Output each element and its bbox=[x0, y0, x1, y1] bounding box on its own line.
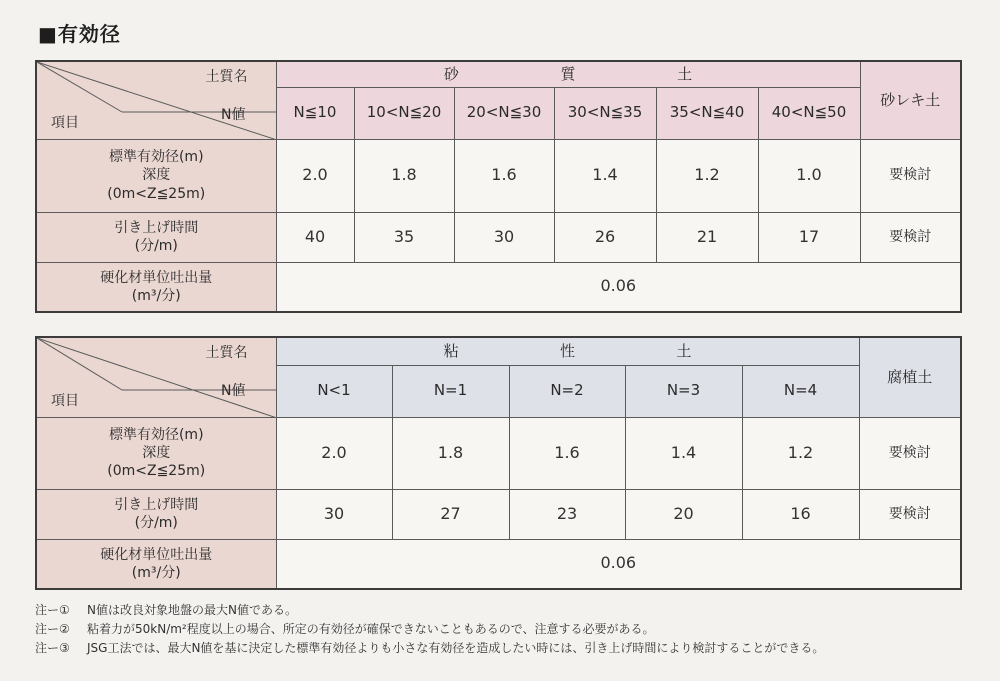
row-label-line: 標準有効径(m) bbox=[108, 149, 204, 166]
row-label-line: 標準有効径(m) bbox=[108, 426, 204, 443]
row-header-effective-diameter bbox=[36, 139, 276, 212]
column-header: N=2 bbox=[509, 365, 625, 417]
note-label: 注ー③ bbox=[35, 641, 70, 655]
column-header: 30<N≦35 bbox=[554, 87, 656, 139]
row-header-effective-diameter bbox=[36, 417, 276, 489]
column-header: N=4 bbox=[742, 365, 859, 417]
table-cell: 1.4 bbox=[625, 417, 742, 489]
table-cell-review: 要検討 bbox=[859, 417, 961, 489]
table-cell: 1.8 bbox=[392, 417, 509, 489]
table-cell: 20 bbox=[625, 489, 742, 539]
row-label-line: (m³/分) bbox=[131, 287, 181, 304]
note-item bbox=[35, 601, 824, 620]
group-char: 土 bbox=[677, 64, 693, 83]
table-cell: 1.6 bbox=[454, 139, 554, 212]
note-item bbox=[35, 620, 824, 639]
column-header: 10<N≦20 bbox=[354, 87, 454, 139]
column-header: 20<N≦30 bbox=[454, 87, 554, 139]
row-header-pullup-time bbox=[36, 212, 276, 262]
note-item bbox=[35, 639, 824, 658]
row-label-line: 硬化材単位吐出量 bbox=[100, 269, 213, 286]
clay-effective-diameter-table bbox=[35, 336, 962, 590]
row-label-line: 硬化材単位吐出量 bbox=[100, 546, 213, 563]
gravel-header: 砂レキ土 bbox=[860, 61, 961, 139]
notes bbox=[35, 601, 824, 658]
group-char: 性 bbox=[560, 341, 576, 360]
table-cell-review: 要検討 bbox=[860, 212, 961, 262]
table-cell: 23 bbox=[509, 489, 625, 539]
note-label: 注ー① bbox=[35, 603, 70, 617]
row-label-line: (分/m) bbox=[134, 515, 178, 531]
group-char: 質 bbox=[560, 64, 576, 83]
group-char: 土 bbox=[676, 341, 692, 360]
row-label-line: 深度 bbox=[142, 444, 171, 461]
table-cell-review: 要検討 bbox=[860, 139, 961, 212]
soil-type-label: 土質名 bbox=[205, 345, 248, 361]
humus-header: 腐植土 bbox=[859, 337, 961, 417]
column-header: 35<N≦40 bbox=[656, 87, 758, 139]
sand-group-header bbox=[276, 61, 860, 87]
table-corner-header bbox=[36, 61, 276, 139]
table-cell: 30 bbox=[276, 489, 392, 539]
note-text: 粘着力が50kN/m²程度以上の場合、所定の有効径が確保できないこともあるので、注意する必要がある。 bbox=[87, 622, 655, 636]
table-cell: 40 bbox=[276, 212, 354, 262]
row-header-discharge bbox=[36, 262, 276, 312]
group-char: 粘 bbox=[443, 341, 459, 360]
row-label-line: (0m<Z≦25m) bbox=[107, 185, 206, 202]
clay-group-header bbox=[276, 337, 859, 365]
section-title: ■有効径 bbox=[38, 22, 121, 46]
row-header-discharge bbox=[36, 539, 276, 589]
column-header: N≦10 bbox=[276, 87, 354, 139]
column-header: N=3 bbox=[625, 365, 742, 417]
column-header: N<1 bbox=[276, 365, 392, 417]
note-text: JSG工法では、最大N値を基に決定した標準有効径よりも小さな有効径を造成したい時には、引き上げ時間により検討することができる。 bbox=[87, 641, 825, 655]
table-cell: 1.2 bbox=[742, 417, 859, 489]
row-label-line: 引き上げ時間 bbox=[114, 496, 199, 513]
row-label-line: 深度 bbox=[142, 167, 171, 184]
row-label-line: (m³/分) bbox=[131, 564, 181, 581]
table-cell: 1.0 bbox=[758, 139, 860, 212]
table-cell: 2.0 bbox=[276, 417, 392, 489]
sand-effective-diameter-table bbox=[35, 60, 962, 313]
row-header-pullup-time bbox=[36, 489, 276, 539]
n-value-label: N値 bbox=[221, 383, 246, 399]
table-cell: 35 bbox=[354, 212, 454, 262]
table-cell: 1.6 bbox=[509, 417, 625, 489]
discharge-value: 0.06 bbox=[276, 262, 961, 312]
table-cell: 26 bbox=[554, 212, 656, 262]
discharge-value: 0.06 bbox=[276, 539, 961, 589]
item-label: 項目 bbox=[51, 115, 79, 132]
n-value-label: N値 bbox=[221, 107, 246, 123]
table-cell: 30 bbox=[454, 212, 554, 262]
table-cell: 1.8 bbox=[354, 139, 454, 212]
row-label-line: 引き上げ時間 bbox=[114, 219, 199, 236]
group-char: 砂 bbox=[443, 64, 459, 83]
table-cell-review: 要検討 bbox=[859, 489, 961, 539]
soil-type-label: 土質名 bbox=[205, 69, 248, 85]
row-label-line: (0m<Z≦25m) bbox=[107, 463, 206, 480]
table-cell: 21 bbox=[656, 212, 758, 262]
table-cell: 17 bbox=[758, 212, 860, 262]
table-corner-header bbox=[36, 337, 276, 417]
table-cell: 2.0 bbox=[276, 139, 354, 212]
row-label-line: (分/m) bbox=[134, 238, 178, 254]
table-cell: 27 bbox=[392, 489, 509, 539]
note-text: N値は改良対象地盤の最大N値である。 bbox=[87, 603, 297, 617]
note-label: 注ー② bbox=[35, 622, 70, 636]
table-cell: 16 bbox=[742, 489, 859, 539]
table-cell: 1.4 bbox=[554, 139, 656, 212]
column-header: 40<N≦50 bbox=[758, 87, 860, 139]
table-cell: 1.2 bbox=[656, 139, 758, 212]
column-header: N=1 bbox=[392, 365, 509, 417]
item-label: 項目 bbox=[51, 393, 79, 410]
